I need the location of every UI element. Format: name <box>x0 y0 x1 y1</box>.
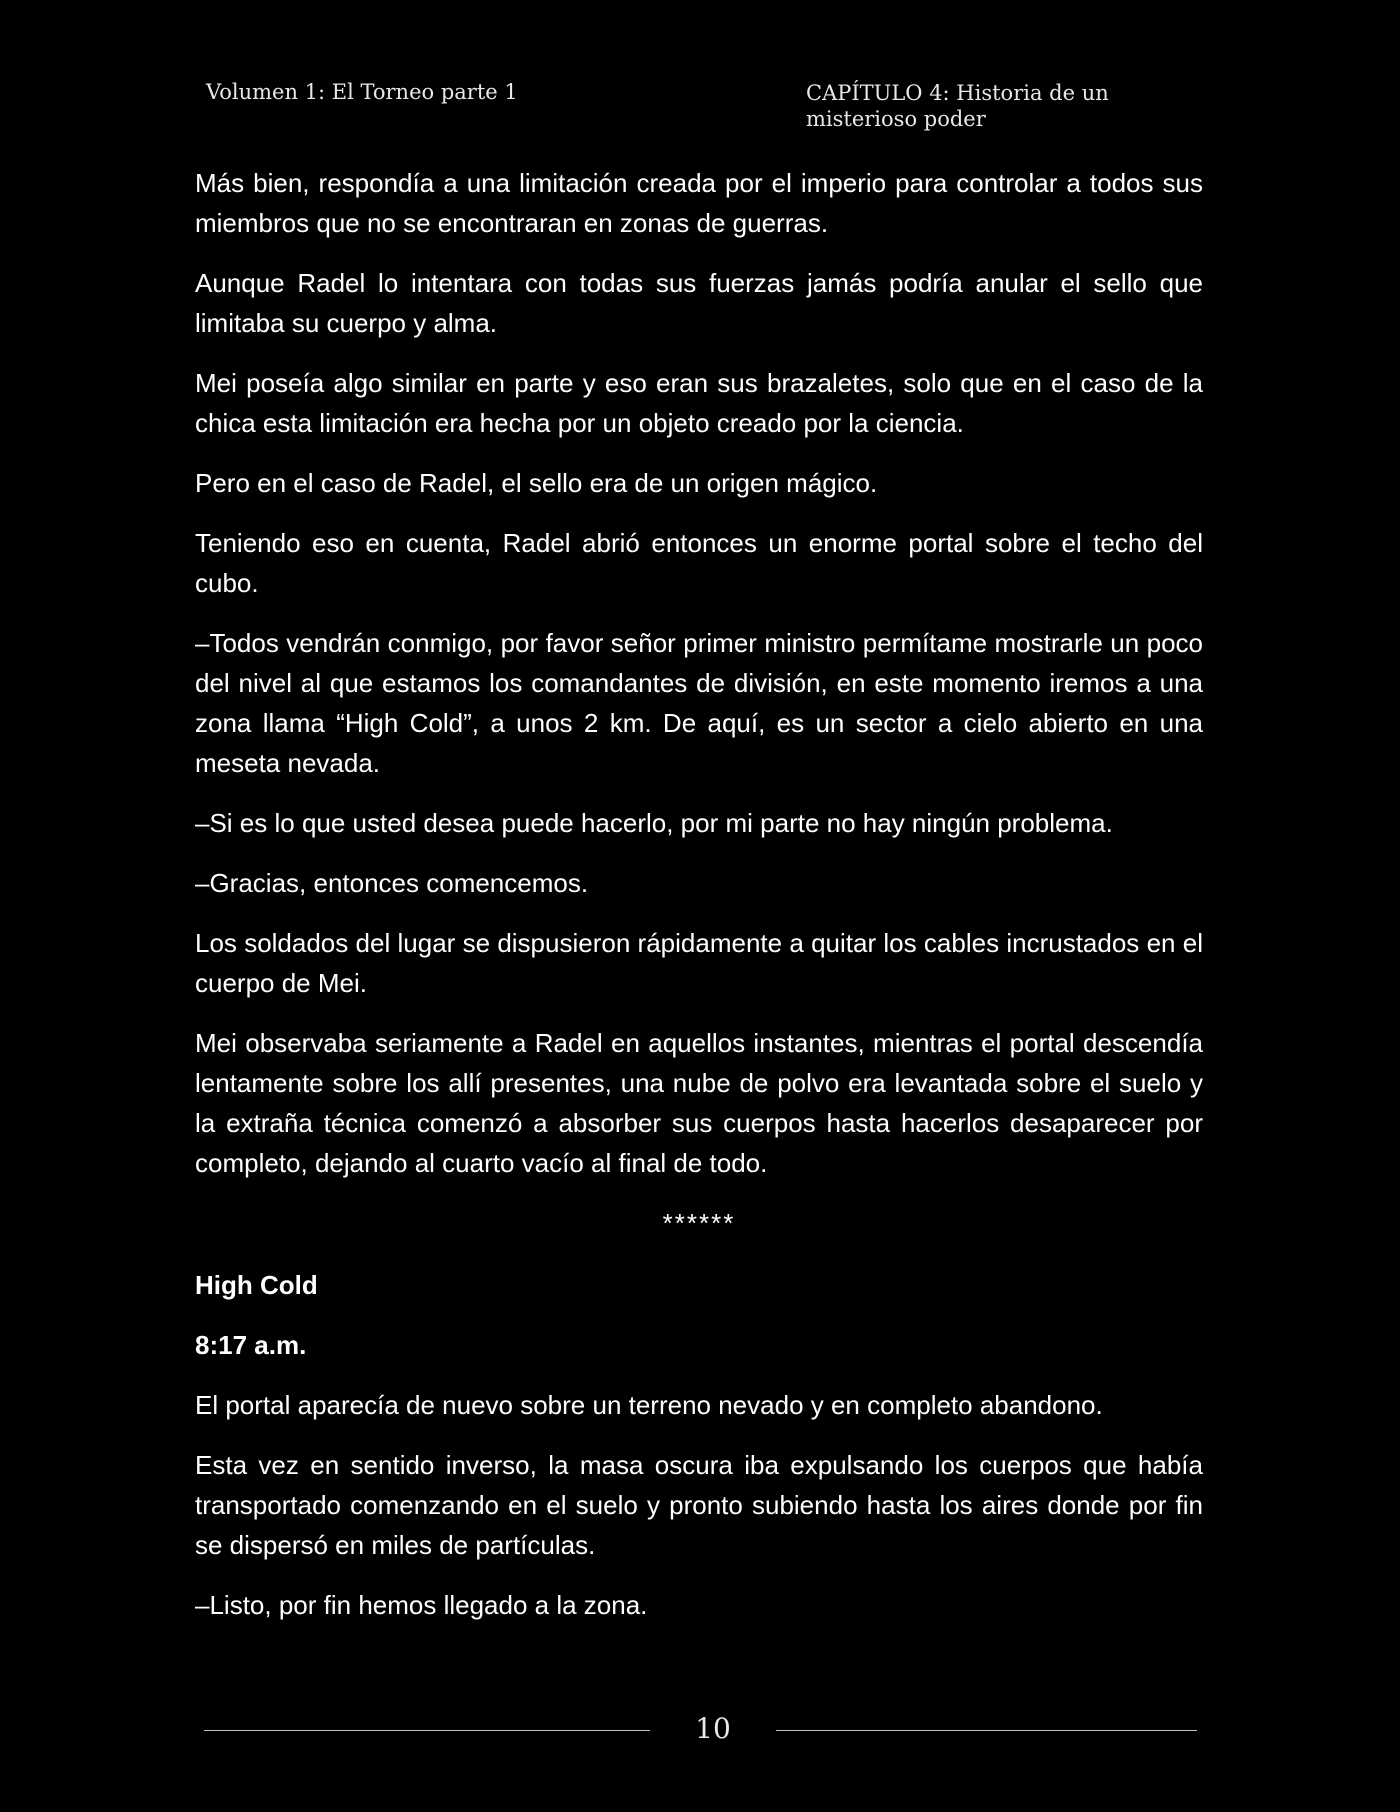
paragraph: –Gracias, entonces comencemos. <box>195 868 589 898</box>
paragraph: Teniendo eso en cuenta, Radel abrió entonces un enorme portal sobre el techo del cubo. <box>195 528 1203 598</box>
footer-rule-left <box>204 1730 650 1731</box>
paragraph: –Si es lo que usted desea puede hacerlo, por mi parte no hay ningún problema. <box>195 808 1113 838</box>
running-header-volume: Volumen 1: El Torneo parte 1 <box>206 80 518 104</box>
paragraph: –Listo, por fin hemos llegado a la zona. <box>195 1590 648 1620</box>
paragraph: Aunque Radel lo intentara con todas sus fuerzas jamás podría anular el sello que limitaba su cuerpo y alma. <box>195 268 1203 338</box>
scene-location-heading: High Cold <box>195 1270 318 1300</box>
paragraph: Pero en el caso de Radel, el sello era de un origen mágico. <box>195 468 878 498</box>
paragraph: Mei poseía algo similar en parte y eso eran sus brazaletes, solo que en el caso de la chica esta limitación era hecha por un objeto creado por la ciencia. <box>195 368 1203 438</box>
scene-separator: ****** <box>662 1208 736 1238</box>
paragraph: Más bien, respondía a una limitación creada por el imperio para controlar a todos sus miembros que no se encontraran en zonas de guerras. <box>195 168 1203 238</box>
paragraph: Mei observaba seriamente a Radel en aquellos instantes, mientras el portal descendía lentamente sobre los allí presentes, una nube de polvo era levantada sobre el suelo y la extraña técnica comenzó a absorber sus cuerpos hasta hacerlos desaparecer por completo, dejando al cuarto vacío al final de todo. <box>195 1028 1203 1178</box>
footer-rule-right <box>776 1730 1197 1731</box>
paragraph: Los soldados del lugar se dispusieron rápidamente a quitar los cables incrustados en el cuerpo de Mei. <box>195 928 1203 998</box>
paragraph: –Todos vendrán conmigo, por favor señor primer ministro permítame mostrarle un poco del nivel al que estamos los comandantes de división, en este momento iremos a una zona llama “High Cold”, a unos 2 km. De aquí, es un sector a cielo abierto en una meseta nevada. <box>195 628 1203 778</box>
page-body <box>195 163 1203 1645</box>
page-footer <box>0 1710 1400 1750</box>
paragraph: Esta vez en sentido inverso, la masa oscura iba expulsando los cuerpos que había transportado comenzando en el suelo y pronto subiendo hasta los aires donde por fin se dispersó en miles de partículas. <box>195 1450 1203 1560</box>
scene-time-heading: 8:17 a.m. <box>195 1330 307 1360</box>
paragraph: El portal aparecía de nuevo sobre un terreno nevado y en completo abandono. <box>195 1390 1103 1420</box>
page-number: 10 <box>695 1712 731 1745</box>
running-header-chapter: CAPÍTULO 4: Historia de un misterioso poder <box>806 81 1109 131</box>
